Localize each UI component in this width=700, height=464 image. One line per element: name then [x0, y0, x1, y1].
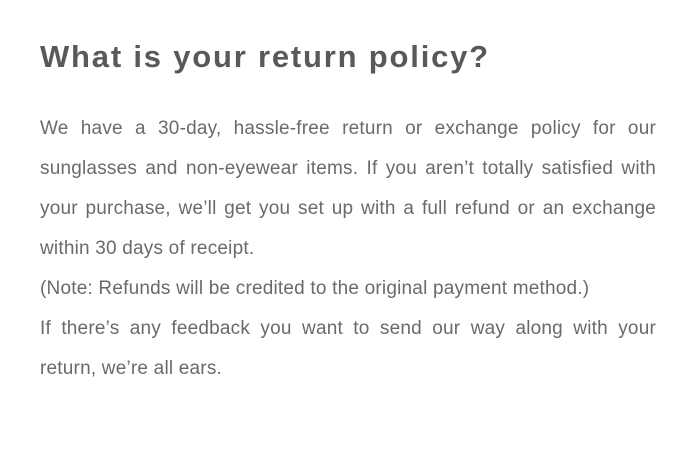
answer-paragraph-feedback: If there’s any feedback you want to send our way along with your return, we’re all ears.: [40, 318, 656, 380]
answer-paragraph-policy: We have a 30-day, hassle-free return or exchange policy for our sunglasses and non-eyewear items. If you aren’t totally satisfied with your purchase, we’ll get you set up with a full refund or an exchange within 30 days of receipt.: [40, 118, 656, 260]
faq-answer: [40, 109, 656, 389]
answer-paragraph-note: (Note: Refunds will be credited to the original payment method.): [40, 278, 590, 300]
faq-content: [40, 38, 656, 389]
page-title: What is your return policy?: [40, 39, 490, 74]
